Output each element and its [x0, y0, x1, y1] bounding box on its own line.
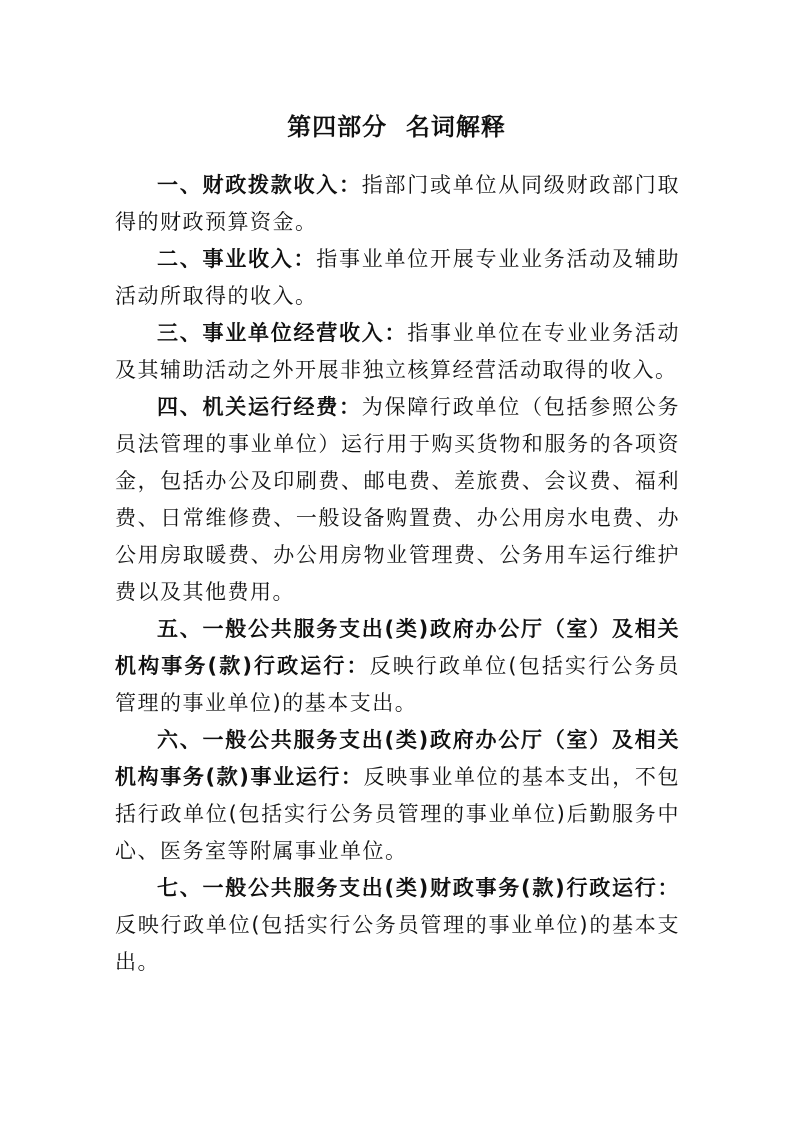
glossary-definition: 反映事业单位的基本支出，不包括行政单位(包括实行公务员管理的事业单位)后勤服务中心、医务室等附属事业单位。	[115, 765, 681, 863]
glossary-definition: 反映行政单位(包括实行公务员管理的事业单位)的基本支出。	[115, 654, 680, 715]
glossary-list	[115, 167, 680, 981]
glossary-item-agency-operating-expenses	[115, 389, 680, 611]
glossary-item-business-income	[115, 241, 680, 315]
glossary-term: 三、事业单位经营收入：	[157, 321, 408, 345]
glossary-item-operating-income	[115, 315, 680, 389]
glossary-definition: 指事业单位在专业业务活动及其辅助活动之外开展非独立核算经营活动取得的收入。	[115, 321, 680, 382]
glossary-term: 二、事业收入：	[157, 247, 317, 271]
glossary-item-business-operation-office	[115, 722, 680, 870]
glossary-definition: 指事业单位开展专业业务活动及辅助活动所取得的收入。	[115, 247, 680, 308]
glossary-item-admin-operation-finance	[115, 870, 680, 981]
glossary-item-admin-operation-office	[115, 611, 680, 722]
page-title: 第四部分 名词解释	[287, 113, 506, 141]
glossary-definition: 指部门或单位从同级财政部门取得的财政预算资金。	[115, 173, 680, 234]
glossary-term: 六、一般公共服务支出(类)政府办公厅（室）及相关机构事务(款)事业运行：	[115, 728, 680, 789]
glossary-term: 五、一般公共服务支出(类)政府办公厅（室）及相关机构事务(款)行政运行：	[115, 617, 680, 678]
glossary-item-fiscal-appropriation-income	[115, 167, 680, 241]
glossary-term: 七、一般公共服务支出(类)财政事务(款)行政运行：	[157, 876, 680, 900]
glossary-term: 四、机关运行经费：	[157, 395, 362, 419]
glossary-term: 一、财政拨款收入：	[157, 173, 362, 197]
glossary-definition: 为保障行政单位（包括参照公务员法管理的事业单位）运行用于购买货物和服务的各项资金，包括办公及印刷费、邮电费、差旅费、会议费、福利费、日常维修费、一般设备购置费、办公用房水电费、办公用房取暖费、办公用房物业管理费、公务用车运行维护费以及其他费用。	[115, 395, 680, 604]
glossary-definition: 反映行政单位(包括实行公务员管理的事业单位)的基本支出。	[115, 913, 680, 974]
